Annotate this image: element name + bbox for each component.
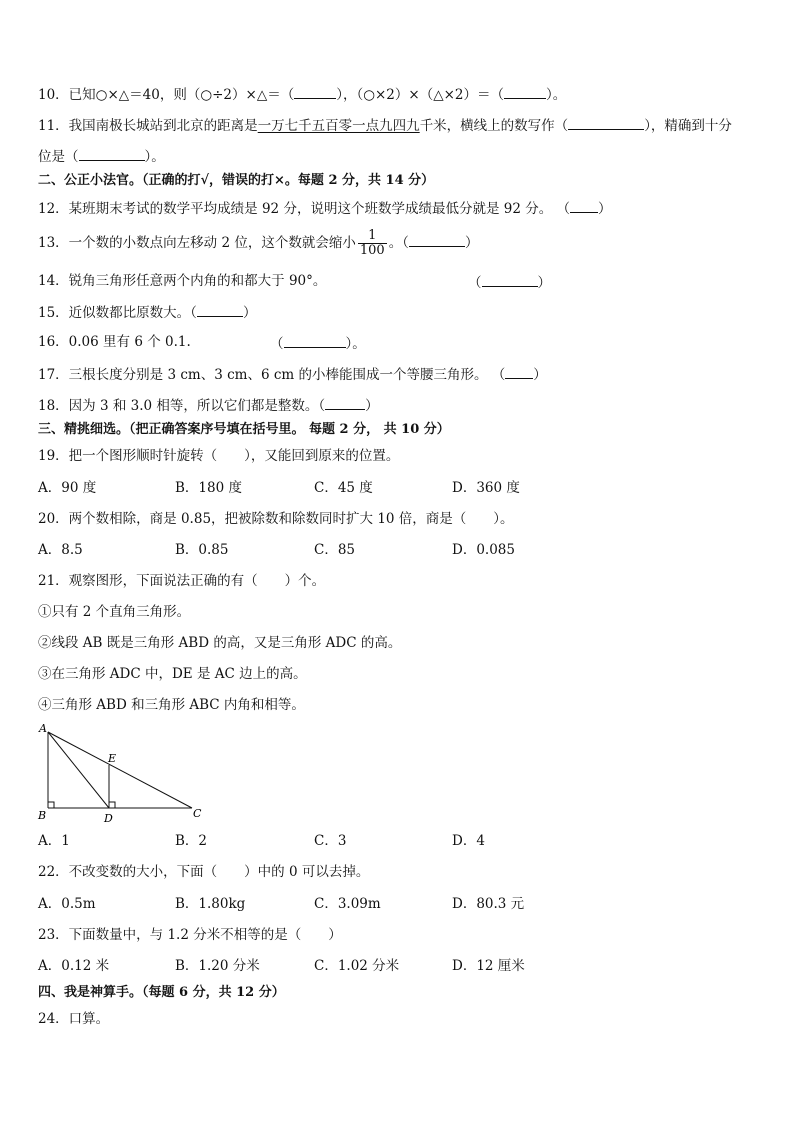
question-20: 20．两个数相除，商是 0.85，把被除数和除数同时扩大 10 倍，商是（ ）。	[38, 511, 514, 527]
question-16-answer	[270, 333, 366, 353]
q11-underlined-number: 一万七千五百零一点九四九	[257, 118, 420, 134]
question-21: 21．观察图形，下面说法正确的有（ ）个。	[38, 573, 326, 589]
q22-option-a[interactable]: A．0.5m	[38, 896, 96, 912]
q10-blank-1[interactable]	[294, 84, 336, 99]
q21-statement-3: ③在三角形 ADC 中，DE 是 AC 边上的高。	[38, 666, 307, 682]
label-e: E	[108, 752, 117, 765]
section-3-title: 三、精挑细选。（把正确答案序号填在括号里。 每题 2 分， 共 10 分）	[38, 422, 450, 437]
q18-blank[interactable]	[325, 395, 365, 410]
q23-option-a[interactable]: A．0.12 米	[38, 958, 110, 974]
q16-end: ）。	[345, 336, 366, 352]
q23-option-d[interactable]: D．12 厘米	[452, 958, 525, 974]
q13-after: 。（	[388, 235, 409, 251]
question-23: 23．下面数量中，与 1.2 分米不相等的是（ ）	[38, 927, 342, 943]
q16-blank[interactable]	[284, 333, 346, 348]
q21-option-d[interactable]: D．4	[452, 833, 485, 849]
question-14-answer	[468, 272, 551, 292]
question-24: 24．口算。	[38, 1011, 110, 1027]
q13-frac-numerator: 1	[358, 229, 387, 244]
q19-option-b[interactable]: B．180 度	[175, 480, 242, 496]
q21-statement-4: ④三角形 ABD 和三角形 ABC 内角和相等。	[38, 697, 305, 713]
section-4-title: 四、我是神算手。（每题 6 分，共 12 分）	[38, 985, 285, 1000]
q15-blank[interactable]	[197, 302, 243, 317]
q13-fraction	[358, 229, 387, 258]
q15-end: ）	[242, 305, 257, 321]
q21-option-a[interactable]: A．1	[38, 833, 70, 849]
q13-end: ）	[464, 235, 479, 251]
q10-text-c: ）。	[545, 87, 567, 103]
question-18	[38, 395, 379, 415]
section-2-title: 二、公正小法官。（正确的打√，错误的打×。每题 2 分，共 14 分）	[38, 173, 435, 188]
q22-option-b[interactable]: B．1.80kg	[175, 896, 246, 912]
q23-option-c[interactable]: C．1.02 分米	[314, 958, 400, 974]
q13-blank[interactable]	[409, 232, 465, 247]
question-14	[38, 272, 326, 290]
question-11-line2	[38, 146, 165, 166]
q20-option-d[interactable]: D．0.085	[452, 542, 515, 558]
q22-option-c[interactable]: C．3.09m	[314, 896, 381, 912]
q13-text: 13．一个数的小数点向左移动 2 位，这个数就会缩小	[38, 235, 356, 251]
right-angle-mark-b	[48, 802, 54, 808]
segment-ad	[48, 732, 109, 808]
q18-text: 18．因为 3 和 3.0 相等，所以它们都是整数。（	[38, 398, 326, 414]
question-22: 22．不改变数的大小，下面（ ）中的 0 可以去掉。	[38, 864, 370, 880]
question-13	[38, 226, 478, 260]
q20-option-c[interactable]: C．85	[314, 542, 356, 558]
q11-blank-1[interactable]	[568, 115, 644, 130]
q11-text-c: ），精确到十分	[644, 118, 732, 134]
q22-option-d[interactable]: D．80.3 元	[452, 896, 525, 912]
q21-statement-2: ②线段 AB 既是三角形 ABD 的高，又是三角形 ADC 的高。	[38, 635, 402, 651]
q17-text: 17．三根长度分别是 3 cm、3 cm、6 cm 的小棒能围成一个等腰三角形。 （	[38, 367, 506, 383]
label-b: B	[38, 809, 47, 822]
q17-end: ）	[533, 367, 547, 383]
q14-end: ）	[537, 275, 551, 291]
label-c: C	[193, 807, 202, 820]
question-17	[38, 364, 547, 384]
question-10	[38, 84, 566, 104]
q13-frac-denominator: 100	[359, 243, 385, 258]
question-15	[38, 302, 256, 322]
q21-statement-1: ①只有 2 个直角三角形。	[38, 604, 191, 620]
q19-option-c[interactable]: C．45 度	[314, 480, 373, 496]
q21-triangle-figure	[36, 722, 208, 826]
q10-text-b: ），（○×2）×（△×2）＝（	[336, 87, 504, 103]
q11-line2-b: ）。	[144, 149, 165, 165]
q19-option-a[interactable]: A．90 度	[38, 480, 97, 496]
label-a: A	[39, 722, 47, 735]
q15-text: 15．近似数都比原数大。（	[38, 305, 197, 321]
q19-option-d[interactable]: D．360 度	[452, 480, 520, 496]
q11-line2-a: 位是（	[38, 149, 79, 165]
question-19: 19．把一个图形顺时针旋转（ ），又能回到原来的位置。	[38, 448, 400, 464]
q17-blank[interactable]	[505, 364, 533, 379]
q10-text-a: 10．已知○×△＝40，则（○÷2）×△＝（	[38, 87, 295, 103]
q11-text-a: 11．我国南极长城站到北京的距离是	[38, 118, 258, 134]
q11-blank-2[interactable]	[79, 146, 145, 161]
q14-open: （	[468, 275, 482, 291]
q20-option-a[interactable]: A．8.5	[38, 542, 83, 558]
q21-option-b[interactable]: B．2	[175, 833, 208, 849]
q16-open: （	[270, 336, 284, 352]
q12-end: ）	[598, 201, 612, 217]
question-11	[38, 115, 732, 135]
q10-blank-2[interactable]	[504, 84, 546, 99]
segment-ac	[48, 732, 192, 808]
label-d: D	[104, 812, 113, 825]
q12-blank[interactable]	[570, 198, 598, 213]
right-angle-mark-d	[109, 802, 115, 808]
question-12	[38, 198, 612, 218]
q12-text: 12．某班期末考试的数学平均成绩是 92 分，说明这个班数学成绩最低分就是 92 分。 （	[38, 201, 570, 217]
q16-text: 16．0.06 里有 6 个 0.1.	[38, 334, 191, 350]
q14-text: 14．锐角三角形任意两个内角的和都大于 90°。	[38, 273, 327, 289]
q18-end: ）	[365, 398, 379, 414]
q20-option-b[interactable]: B．0.85	[175, 542, 229, 558]
q21-option-c[interactable]: C．3	[314, 833, 347, 849]
q14-blank[interactable]	[482, 272, 538, 287]
q11-text-b: 千米，横线上的数写作（	[419, 118, 569, 134]
question-16	[38, 333, 191, 351]
q23-option-b[interactable]: B．1.20 分米	[175, 958, 260, 974]
